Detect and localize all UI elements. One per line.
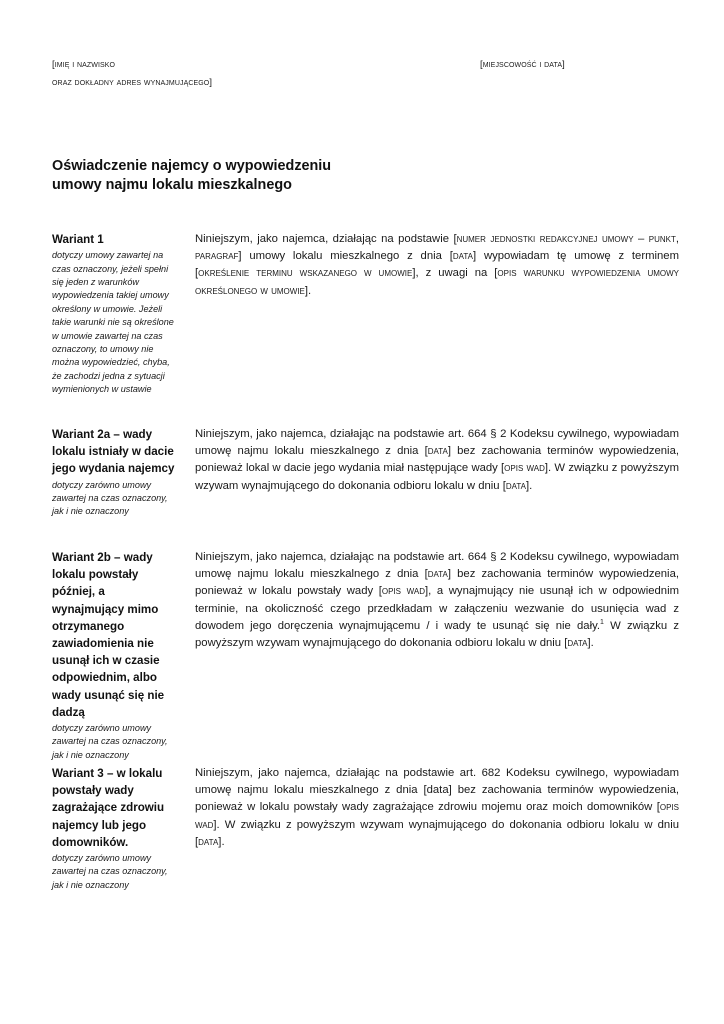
text-run: .	[529, 479, 533, 492]
placeholder-defects: [opis wad]	[501, 462, 549, 475]
placeholder-defects: [opis wad]	[195, 801, 679, 831]
placeholder-defects: [opis wad]	[378, 585, 429, 598]
place-date-placeholder: [miejscowość i data]	[480, 58, 565, 69]
variant-1-note: dotyczy umowy zawartej na czas oznaczony, jeżeli spełni się jeden z warunków wypowiedzenia takiej umowy określony w umowie. Jeżeli takie warunki nie są określone w umowie zawartej na czas oznaczony, to umowy nie można wypowiedzieć, chyba, że zachodzi jedna z sytuacji wymienionych w ustawie	[52, 250, 174, 395]
text-run: Niniejszym, jako najemca, działając na podstawie art. 664 § 2 Kodeksu cywilnego, wypowiadam umowę najmu lokalu mieszkalnego z dnia	[195, 551, 679, 581]
placeholder-term: [określenie terminu wskazanego w umowie]	[195, 267, 416, 280]
text-run: bez zachowania terminów wypowiedzenia, ponieważ w lokalu powstały wady	[195, 568, 679, 598]
sender-name-placeholder: [imię i nazwisko	[52, 58, 116, 69]
title-line-2: umowy najmu lokalu mieszkalnego	[52, 177, 292, 193]
variant-3-note: dotyczy zarówno umowy zawartej na czas oznaczony, jak i nie oznaczony	[52, 853, 168, 890]
text-run: .	[221, 835, 225, 848]
variant-1-label: Wariant 1	[52, 233, 104, 246]
text-run: Niniejszym, jako najemca, działając na podstawie art. 664 § 2 Kodeksu cywilnego, wypowiadam umowę najmu lokalu mieszkalnego z dnia	[195, 428, 679, 458]
variant-2a-note: dotyczy zarówno umowy zawartej na czas oznaczony, jak i nie oznaczony	[52, 479, 168, 517]
placeholder-date: [data]	[195, 835, 222, 848]
sender-placeholder	[52, 55, 212, 91]
variant-1-text	[195, 231, 679, 300]
text-run: .	[590, 637, 594, 650]
variant-1-label-block	[52, 231, 180, 397]
variant-2a-text	[195, 426, 679, 495]
footnote-marker: 1	[600, 619, 604, 627]
title-line-1: Oświadczenie najemcy o wypowiedzeniu	[52, 158, 332, 174]
variant-3-label: Wariant 3 – w lokalu powstały wady zagrażające zdrowiu najemcy lub jego domowników.	[52, 767, 165, 849]
variant-3-label-block	[52, 765, 180, 892]
text-run: , z uwagi na	[415, 267, 495, 280]
variant-2a-label-block	[52, 426, 180, 519]
sender-address-placeholder: oraz dokładny adres wynajmującego]	[52, 76, 213, 87]
variant-2b-label: Wariant 2b – wady lokalu powstały później, a wynajmujący mimo otrzymanego zawiadomienia nie usunął ich w czasie odpowiednim, albo wady usunąć się nie dadzą	[52, 551, 165, 719]
text-run: bez zachowania terminów wypowiedzenia, ponieważ lokal w dacie jego wydania miał następujące wady	[195, 445, 679, 475]
text-run: , a wynajmujący nie usunął ich w odpowiednim terminie, na okoliczność czego przedkładam w załączeniu wezwanie do usunięcia wad z dowodem jego doręczenia wynajmującemu / i wady te usunąć się nie dały.	[195, 585, 679, 632]
variant-2b-label-block	[52, 549, 180, 762]
text-run: . W związku z powyższym wzywam wynajmującego do dokonania odbioru lokalu w dniu	[195, 462, 679, 492]
placeholder-date: [data]	[424, 568, 452, 581]
text-run: W związku z powyższym wzywam wynajmującego do dokonania odbioru lokalu w dniu	[195, 619, 679, 650]
variant-2b-note: dotyczy zarówno umowy zawartej na czas oznaczony, jak i nie oznaczony	[52, 723, 168, 760]
text-run: . W związku z powyższym wzywam wynajmującego do dokonania odbioru lokalu w dniu	[216, 818, 679, 831]
variant-3-text	[195, 765, 679, 851]
document-title	[52, 157, 382, 195]
text-run: Niniejszym, jako najemca, działając na podstawie	[195, 233, 454, 245]
placeholder-date: [data]	[424, 445, 452, 458]
placeholder-clause: [numer jednostki redakcyjnej umowy – punkt, paragraf]	[195, 233, 679, 263]
placeholder-condition: [opis warunku wypowiedzenia umowy określonego w umowie]	[195, 267, 679, 297]
variant-2b-text	[195, 549, 679, 652]
text-run: .	[307, 284, 312, 297]
text-run: Niniejszym, jako najemca, działając na podstawie art. 682 Kodeksu cywilnego, wypowiadam umowę najmu lokalu mieszkalnego z dnia [data] bez zachowania terminów wypowiedzenia, ponieważ w lokalu powstały wady zagrażające zdrowiu mojemu oraz moich domowników	[195, 767, 679, 814]
text-run: umowy lokalu mieszkalnego z dnia	[241, 250, 450, 263]
placeholder-date: [data]	[502, 479, 530, 492]
variant-2a-label: Wariant 2a – wady lokalu istniały w dacie jego wydania najemcy	[52, 428, 175, 476]
placeholder-date: [data]	[449, 250, 477, 263]
text-run: wypowiadam tę umowę z terminem	[476, 250, 679, 263]
placeholder-date: [data]	[564, 637, 591, 650]
